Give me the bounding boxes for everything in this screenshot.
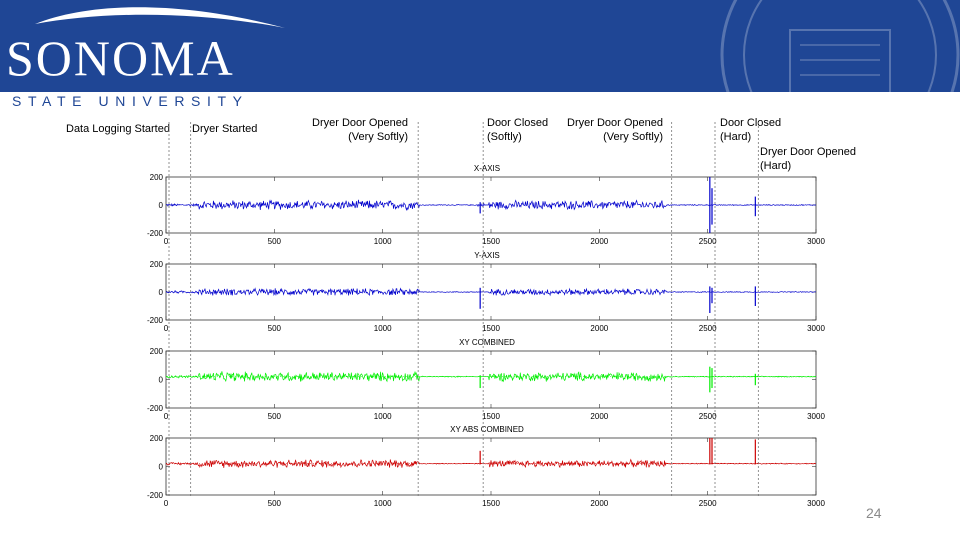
y-tick-label: -200 xyxy=(146,316,163,325)
chart-panel-4 xyxy=(147,425,825,508)
chart-title: Y-AXIS xyxy=(474,251,500,260)
x-tick-label: 1000 xyxy=(373,412,392,421)
event-annotation: Door Closed (Hard) xyxy=(720,117,782,143)
event-annotation: Dryer Started xyxy=(192,123,258,135)
x-tick-label: 0 xyxy=(163,499,169,508)
y-tick-label: 200 xyxy=(149,260,163,269)
y-tick-label: 200 xyxy=(149,347,163,356)
x-tick-label: 1500 xyxy=(482,499,500,508)
y-tick-label: 0 xyxy=(158,201,163,210)
x-tick-label: 3000 xyxy=(807,499,825,508)
logo-wordmark: SONOMA xyxy=(6,30,235,86)
event-annotation: Dryer Door Opened (Hard) xyxy=(760,146,856,172)
x-tick-label: 2000 xyxy=(590,412,609,421)
event-annotation: Dryer Door Opened (Very Softly) xyxy=(567,117,663,143)
chart-panel-2 xyxy=(147,251,825,333)
chart-title: XY COMBINED xyxy=(459,338,515,347)
y-tick-label: -200 xyxy=(146,491,163,500)
tagline: STATE UNIVERSITY xyxy=(12,93,249,109)
x-tick-label: 1500 xyxy=(482,324,500,333)
x-tick-label: 3000 xyxy=(807,412,825,421)
event-annotation: Dryer Door Opened (Very Softly) xyxy=(312,117,408,143)
x-tick-label: 2000 xyxy=(590,324,609,333)
x-tick-label: 0 xyxy=(163,324,169,333)
x-tick-label: 2500 xyxy=(698,499,717,508)
plot-frame xyxy=(166,438,816,495)
chart-panel-3 xyxy=(147,338,825,421)
y-tick-label: 0 xyxy=(158,462,163,472)
y-tick-label: 200 xyxy=(149,434,163,443)
x-tick-label: 1000 xyxy=(373,499,392,508)
x-tick-label: 500 xyxy=(267,499,282,508)
x-tick-label: 1000 xyxy=(373,324,392,333)
event-annotation: Door Closed (Softly) xyxy=(487,117,549,143)
x-tick-label: 0 xyxy=(163,412,169,421)
y-tick-label: 0 xyxy=(158,288,163,297)
x-tick-label: 2500 xyxy=(698,237,717,246)
x-tick-label: 2500 xyxy=(698,324,717,333)
x-tick-label: 500 xyxy=(267,324,282,333)
y-tick-label: -200 xyxy=(146,404,163,413)
x-tick-label: 2000 xyxy=(590,499,609,508)
plot-frame xyxy=(166,351,816,408)
x-tick-label: 1500 xyxy=(482,412,500,421)
x-tick-label: 2500 xyxy=(698,412,717,421)
x-tick-label: 3000 xyxy=(807,237,825,246)
x-tick-label: 3000 xyxy=(807,324,825,333)
chart-panel-1 xyxy=(147,164,825,246)
event-annotation: Data Logging Started xyxy=(66,123,170,135)
signal-series xyxy=(166,200,816,210)
signal-series xyxy=(166,288,816,295)
x-tick-label: 1500 xyxy=(482,237,500,246)
x-tick-label: 500 xyxy=(267,412,282,421)
y-tick-label: 200 xyxy=(149,173,163,182)
chart-title: X-AXIS xyxy=(473,164,501,173)
x-tick-label: 500 xyxy=(267,237,282,246)
y-tick-label: -200 xyxy=(146,229,163,238)
chart-title: XY ABS COMBINED xyxy=(450,425,524,434)
y-tick-label: 0 xyxy=(158,375,163,385)
x-tick-label: 0 xyxy=(163,237,169,246)
x-tick-label: 1000 xyxy=(373,237,392,246)
slide-number: 24 xyxy=(866,505,882,521)
x-tick-label: 2000 xyxy=(590,237,609,246)
